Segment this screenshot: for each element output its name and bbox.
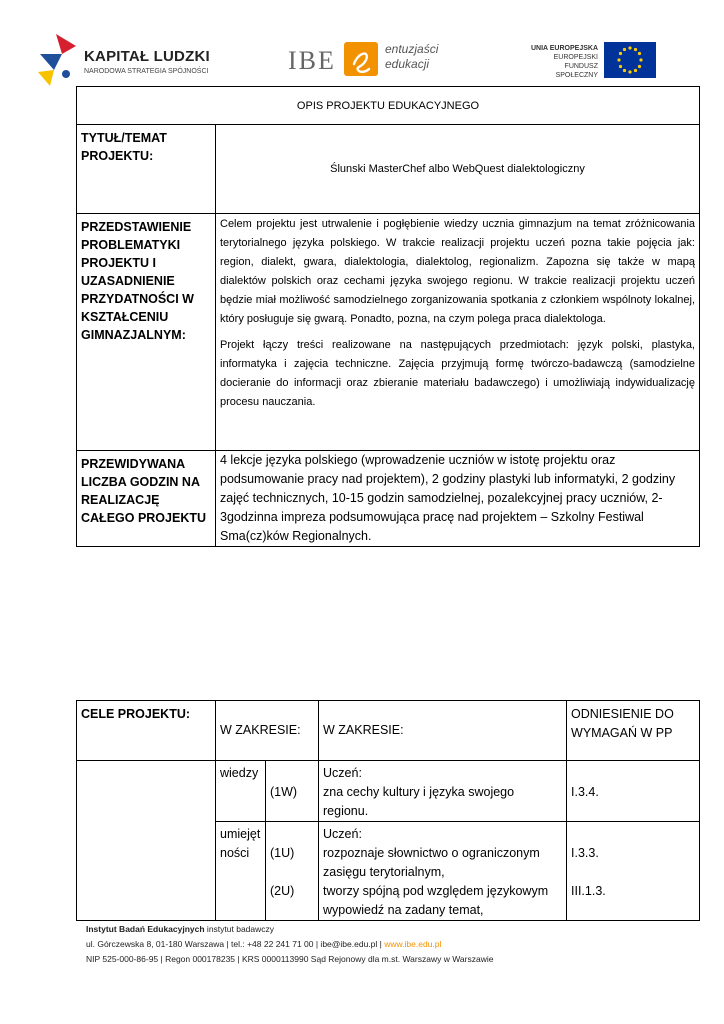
goals-scope-header-2: W ZAKRESIE: xyxy=(319,701,567,761)
hours-label: PRZEWIDYWANA LICZBA GODZIN NA REALIZACJĘ CAŁEGO PROJEKTU xyxy=(77,451,216,547)
kapital-ludzki-title: KAPITAŁ LUDZKI xyxy=(84,48,210,65)
goal-category: umiejętności xyxy=(216,822,266,921)
footer-registry: NIP 525-000-86-95 | Regon 000178235 | KRS 0000113990 Sąd Rejonowy dla m.st. Warszawy w Warszawie xyxy=(86,954,494,964)
page-footer xyxy=(86,922,646,967)
title-label: TYTUŁ/TEMAT PROJEKTU: xyxy=(77,125,216,214)
footer-address: ul. Górczewska 8, 01-180 Warszawa | tel.: +48 22 241 71 00 | ibe@ibe.edu.pl | xyxy=(86,939,385,949)
goals-scope-header-1: W ZAKRESIE: xyxy=(216,701,319,761)
goal-requirement: I.3.3. xyxy=(571,846,599,860)
title-value: Ślunski MasterChef albo WebQuest dialektologiczny xyxy=(216,125,700,214)
ibe-tagline: entuzjaści edukacji xyxy=(385,42,439,71)
goal-code: (2U) xyxy=(270,884,295,898)
kapital-ludzki-subtitle: NARODOWA STRATEGIA SPÓJNOŚCI xyxy=(84,68,209,75)
kapital-ludzki-logo xyxy=(36,32,226,88)
table-row xyxy=(77,761,700,822)
footer-org-name: Instytut Badań Edukacyjnych xyxy=(86,924,205,934)
goal-code: (1W) xyxy=(266,761,319,822)
goal-intro: Uczeń: xyxy=(323,827,362,841)
project-description-table xyxy=(76,86,700,547)
problem-paragraph-2: Projekt łączy treści realizowane na następujących przedmiotach: język polski, plastyka, informatyka i zajęcia techniczne. Zajęcia przyjmują formę twórczo-badawczą (samodzielne docieranie do informacji oraz zbieranie materiału badawczego) i umożliwiają indywidualizację procesu nauczania. xyxy=(220,339,695,408)
ibe-name: IBE xyxy=(288,46,336,75)
footer-website-link[interactable]: www.ibe.edu.pl xyxy=(384,939,442,949)
eu-logo xyxy=(524,42,664,80)
ibe-logo xyxy=(288,40,458,80)
problem-label: PRZEDSTAWIENIE PROBLEMATYKI PROJEKTU I UZASADNIENIE PRZYDATNOŚCI W KSZTAŁCENIU GIMNAZJALNYM: xyxy=(77,214,216,451)
ibe-e-icon xyxy=(344,42,378,76)
goal-category: wiedzy xyxy=(216,761,266,822)
goal-intro: Uczeń: xyxy=(323,766,362,780)
footer-org-type: instytut badawczy xyxy=(204,924,275,934)
kapital-ludzki-emblem-icon xyxy=(36,32,80,88)
goals-requirements-header: ODNIESIENIE DO WYMAGAŃ W PP xyxy=(567,701,700,761)
eu-text: UNIA EUROPEJSKA EUROPEJSKI FUNDUSZ SPOŁECZNY xyxy=(530,45,598,79)
goal-text: zna cechy kultury i języka swojego regionu. xyxy=(323,785,515,818)
eu-flag-icon xyxy=(604,42,656,78)
goal-text: tworzy spójną pod względem językowym wypowiedź na zadany temat, xyxy=(323,884,549,917)
goal-code: (1U) xyxy=(270,846,295,860)
goals-table xyxy=(76,700,700,921)
hours-value: 4 lekcje języka polskiego (wprowadzenie uczniów w istotę projektu oraz podsumowanie pracy nad projektem), 2 godziny plastyki lub informatyki, 2 godziny zajęć technicznych, 10-15 godzin samodzielnej, pozalekcyjnej pracy uczniów, 2-3godzinna impreza podsumowująca pracę nad projektem – Szkolny Festiwal Sma(cz)ków Regionalnych. xyxy=(216,451,700,547)
goal-requirement: I.3.4. xyxy=(567,761,700,822)
goal-requirement: III.1.3. xyxy=(571,884,606,898)
problem-paragraph-1: Celem projektu jest utrwalenie i pogłębienie wiedzy ucznia gimnazjum na temat zróżnicowania terytorialnego języka polskiego. W trakcie realizacji projektu uczeń pozna takie pojęcia jak: region, dialekt, gwara, dialektologia, dialektolog, regionalizm. Zapozna się także w mapą dialektów polskich oraz cechami języka swojego regionu. W trakcie realizacji projektu uczeń będzie miał możliwość samodzielnego zorganizowania spotkania z członkiem wspólnoty lokalnej, który posługuje się gwarą. Ponadto, pozna, na czym polega praca dialektologa. xyxy=(220,218,695,325)
document-heading: OPIS PROJEKTU EDUKACYJNEGO xyxy=(77,87,700,125)
goals-label: CELE PROJEKTU: xyxy=(77,701,216,761)
goal-text: rozpoznaje słownictwo o ograniczonym zasięgu terytorialnym, xyxy=(323,846,540,879)
goals-empty-cell xyxy=(77,761,216,921)
